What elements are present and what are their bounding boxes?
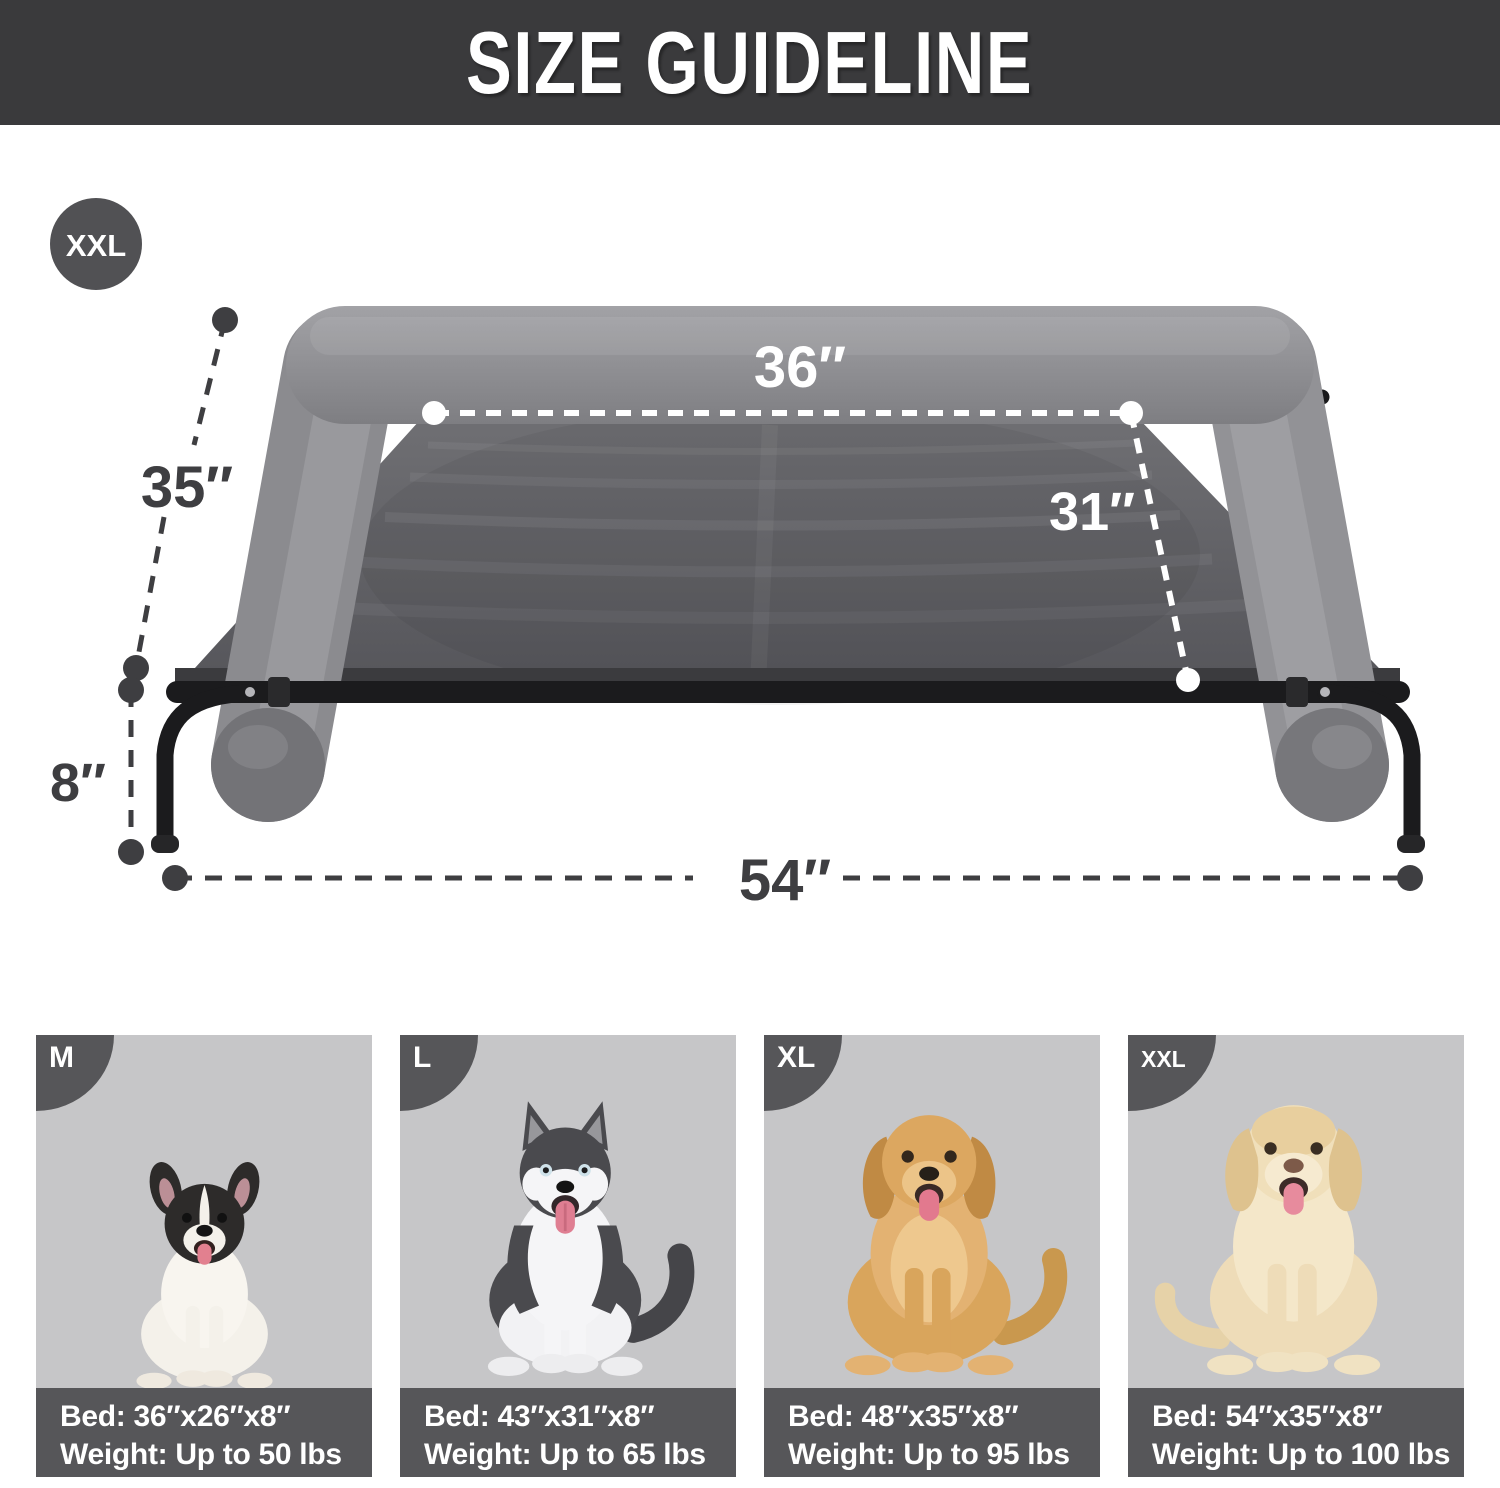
size-card-m: [36, 1035, 372, 1477]
bed-value: 48″x35″x8″: [861, 1400, 1019, 1433]
dog-photo-french-bulldog: [87, 1158, 322, 1388]
bed-value: 54″x35″x8″: [1225, 1400, 1383, 1433]
weight-label: Weight:: [424, 1437, 532, 1471]
size-badge-l: L: [400, 1035, 478, 1111]
dog-photo-labrador: [1145, 1082, 1448, 1388]
label-depth: 35″: [140, 455, 234, 520]
size-badge-m: M: [36, 1035, 114, 1111]
bed-label: Bed:: [424, 1400, 490, 1433]
label-top-width: 36″: [753, 335, 847, 400]
size-card-xxl-specs: [1128, 1388, 1464, 1477]
weight-value: Up to 95 lbs: [903, 1437, 1070, 1471]
size-card-l-specs: [400, 1388, 736, 1477]
bed-label: Bed:: [788, 1400, 854, 1433]
size-card-xl: [764, 1035, 1100, 1477]
size-badge-xxl-label: XXL: [65, 228, 127, 263]
bed-label: Bed:: [1152, 1400, 1218, 1433]
dog-photo-husky: [423, 1092, 713, 1388]
weight-value: Up to 100 lbs: [1267, 1437, 1451, 1471]
size-badge-xxl: [50, 198, 142, 290]
size-card-m-specs: [36, 1388, 372, 1477]
bed-value: 43″x31″x8″: [497, 1400, 655, 1433]
measurement-depth: [123, 307, 238, 681]
size-card-xxl: [1128, 1035, 1464, 1477]
bed-size-illustration: [0, 125, 1500, 1020]
label-inner-depth: 31″: [1049, 482, 1135, 542]
measurement-leg-height: [50, 677, 144, 865]
bed-value: 36″x26″x8″: [133, 1400, 291, 1433]
measurement-total-width: [162, 848, 1423, 913]
size-card-l: [400, 1035, 736, 1477]
weight-value: Up to 65 lbs: [539, 1437, 706, 1471]
page-title: SIZE GUIDELINE: [466, 12, 1034, 112]
weight-label: Weight:: [60, 1437, 168, 1471]
label-total-width: 54″: [738, 848, 832, 913]
size-badge-xxl-card: XXL: [1128, 1035, 1216, 1111]
weight-label: Weight:: [788, 1437, 896, 1471]
weight-value: Up to 50 lbs: [175, 1437, 342, 1471]
label-leg-height: 8″: [50, 753, 106, 813]
weight-label: Weight:: [1152, 1437, 1260, 1471]
size-card-xl-specs: [764, 1388, 1100, 1477]
bed-label: Bed:: [60, 1400, 126, 1433]
header-banner: [0, 0, 1500, 125]
size-cards-row: [0, 1035, 1500, 1477]
dog-photo-golden-retriever: [782, 1088, 1082, 1388]
elevated-dog-bed-diagram: [0, 125, 1500, 1020]
size-badge-xl: XL: [764, 1035, 842, 1111]
